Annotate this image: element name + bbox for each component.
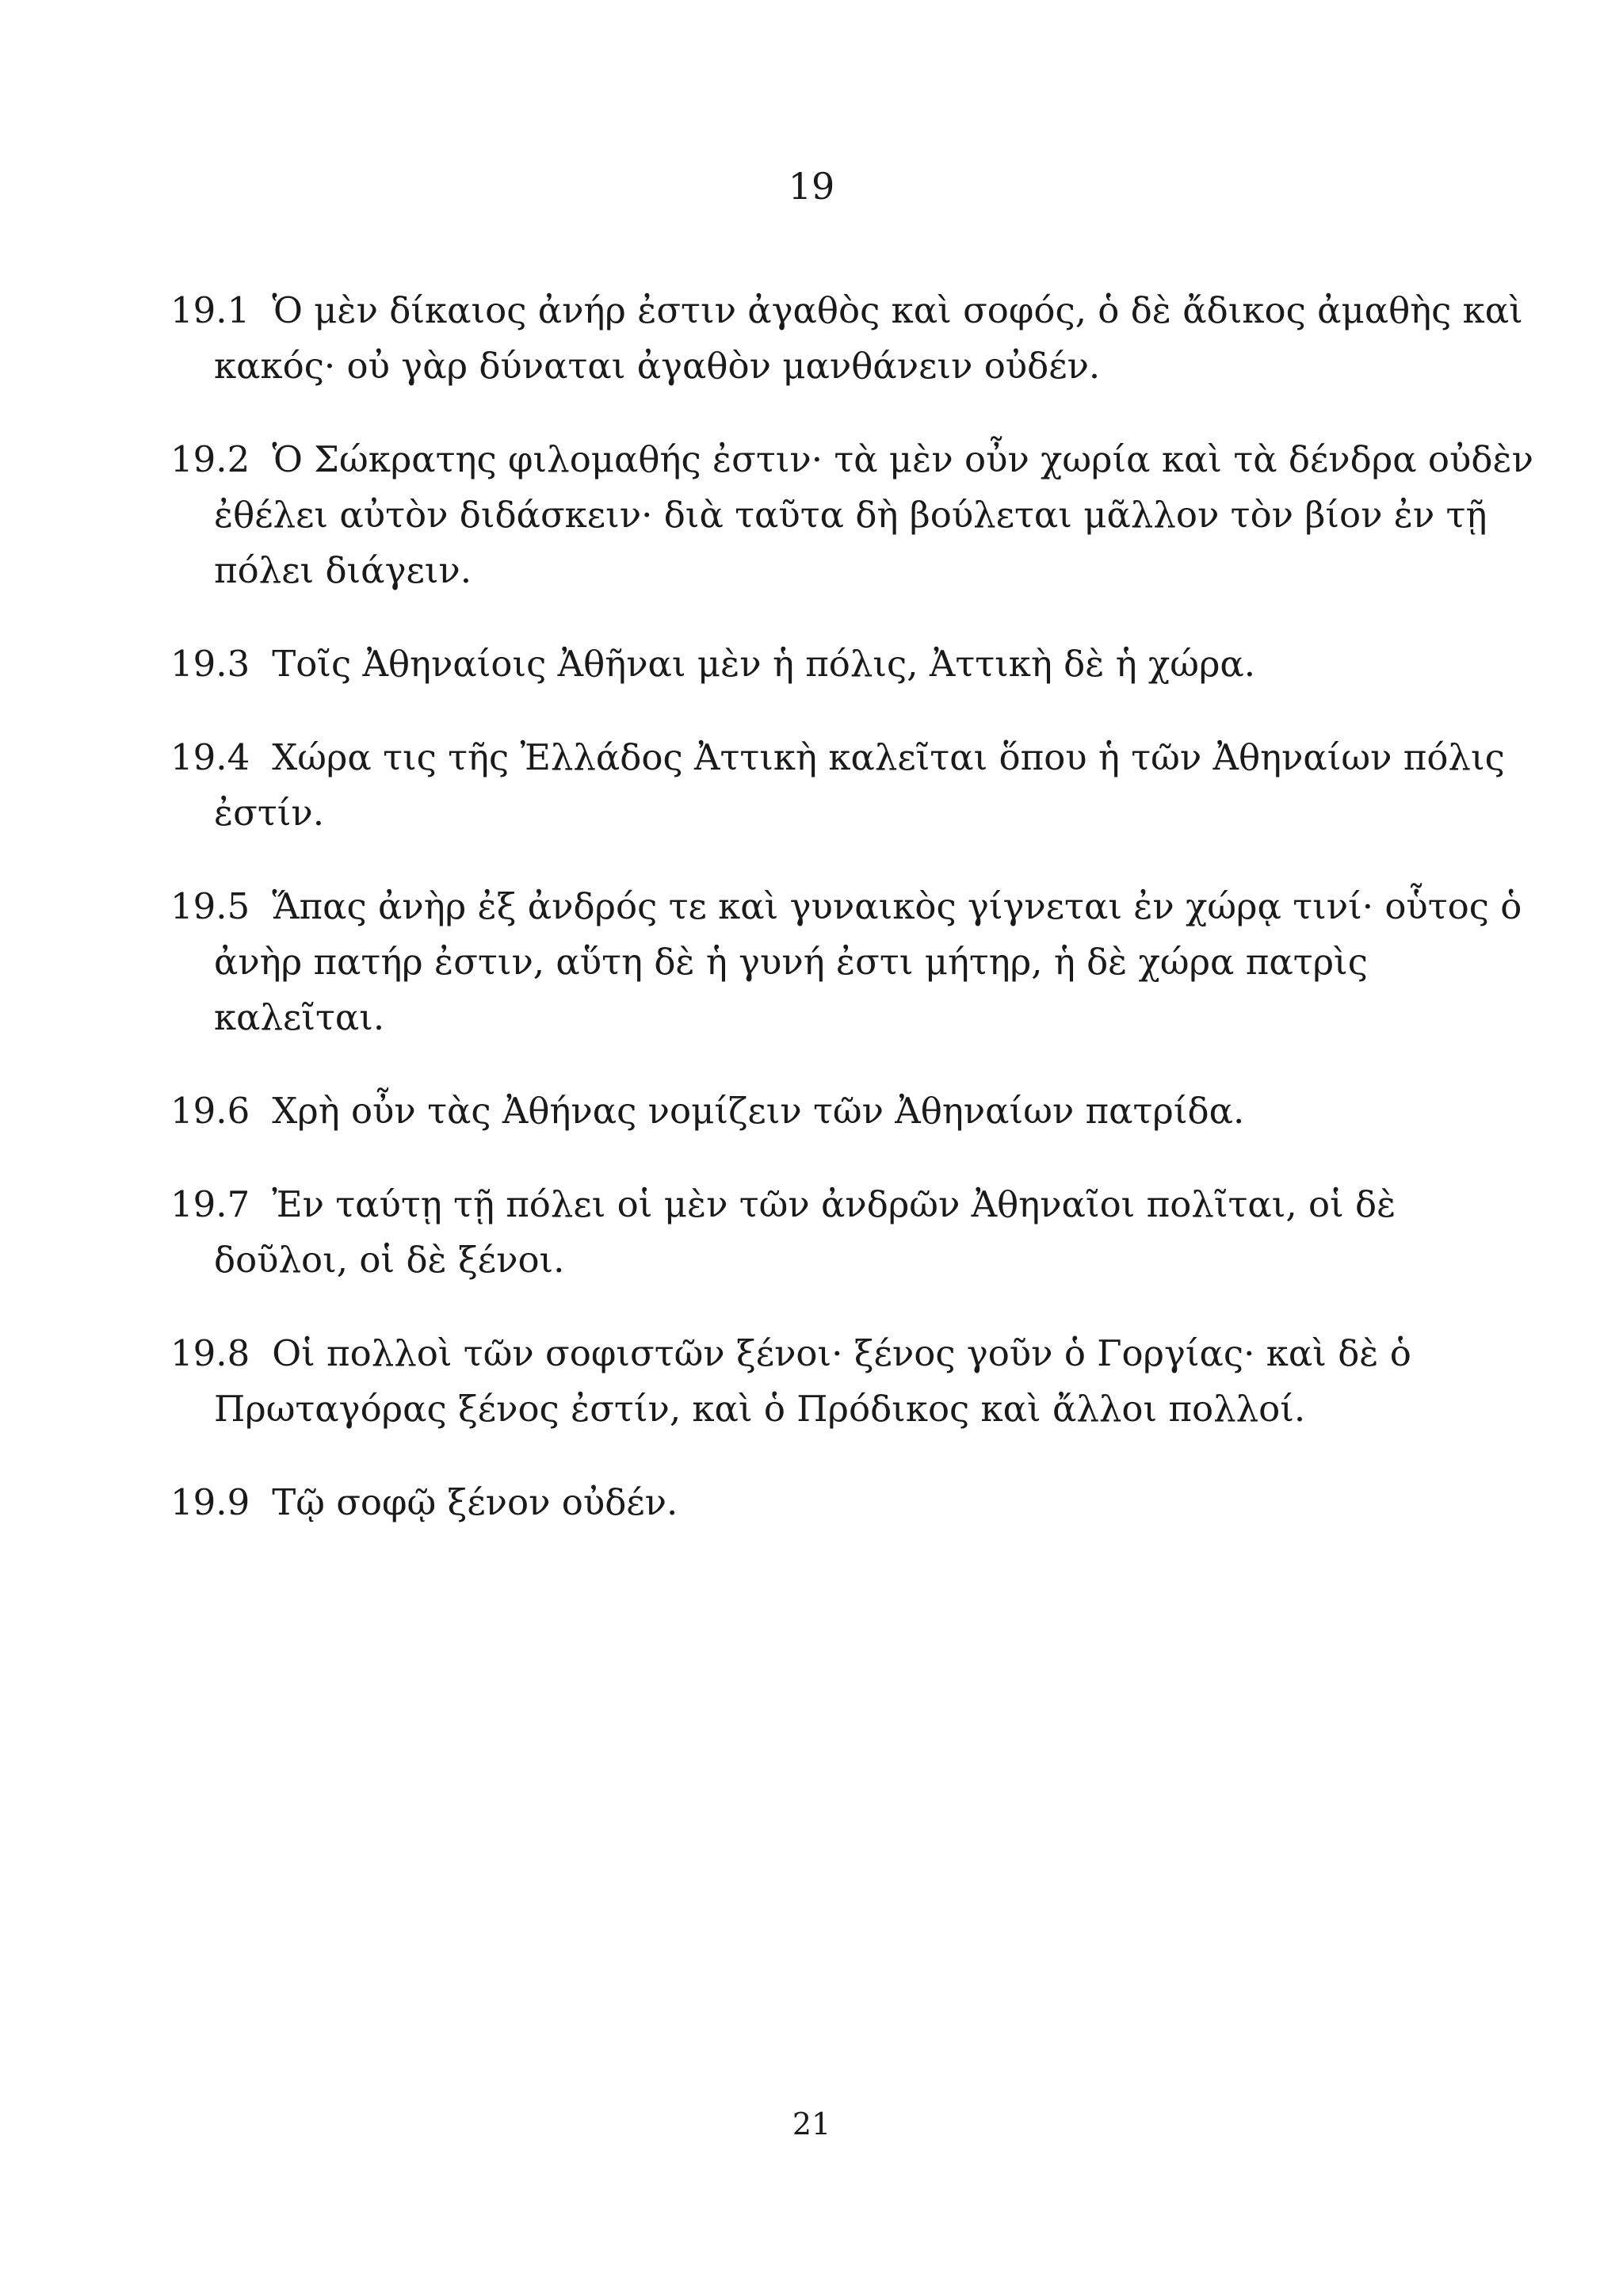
sentence-list [170,247,1533,1568]
sentence-19-1 [170,283,1533,394]
sentence-text: Τοῖς Ἀθηναίοις Ἀθῆναι μὲν ἡ πόλις, Ἀττικὴ δὲ ἡ χώρα. [272,643,1256,685]
sentence-number: 19.7 [170,1183,250,1225]
sentence-number: 19.3 [170,643,250,685]
sentence-number: 19.5 [170,885,250,927]
sentence-19-6 [170,1083,1533,1139]
sentence-number: 19.8 [170,1332,250,1374]
sentence-19-5 [170,879,1533,1045]
sentence-number: 19.4 [170,736,250,778]
sentence-number: 19.1 [170,289,250,331]
sentence-19-2 [170,432,1533,598]
sentence-number: 19.9 [170,1481,250,1523]
sentence-text: Ἐν ταύτῃ τῇ πόλει οἱ μὲν τῶν ἀνδρῶν Ἀθηναῖοι πολῖται, οἱ δὲ δοῦλοι, οἱ δὲ ξένοι. [214,1183,1396,1281]
sentence-text: Ἅπας ἀνὴρ ἐξ ἀνδρός τε καὶ γυναικὸς γίγνεται ἐν χώρᾳ τινί· οὗτος ὁ ἀνὴρ πατήρ ἐστιν, αὕτη δὲ ἡ γυνή ἐστι μήτηρ, ἡ δὲ χώρα πατρὶς καλεῖται. [214,885,1522,1038]
sentence-19-3 [170,636,1533,692]
chapter-number: 19 [788,165,835,208]
sentence-text: Χώρα τις τῆς Ἐλλάδος Ἀττικὴ καλεῖται ὅπου ἡ τῶν Ἀθηναίων πόλις ἐστίν. [214,736,1505,834]
sentence-text: Ὁ Σώκρατης φιλομαθής ἐστιν· τὰ μὲν οὖν χωρία καὶ τὰ δένδρα οὐδὲν ἐθέλει αὐτὸν διδάσκειν· διὰ ταῦτα δὴ βούλεται μᾶλλον τὸν βίον ἐν τῇ πόλει διάγειν. [214,438,1533,591]
sentence-text: Οἱ πολλοὶ τῶν σοφιστῶν ξένοι· ξένος γοῦν ὁ Γοργίας· καὶ δὲ ὁ Πρωταγόρας ξένος ἐστίν, καὶ ὁ Πρόδικος καὶ ἄλλοι πολλοί. [214,1332,1411,1430]
page-number: 21 [792,2107,831,2141]
sentence-number: 19.6 [170,1090,250,1132]
sentence-text: Χρὴ οὖν τὰς Ἀθήνας νομίζειν τῶν Ἀθηναίων πατρίδα. [272,1090,1245,1132]
sentence-text: Ὁ μὲν δίκαιος ἀνήρ ἐστιν ἀγαθὸς καὶ σοφός, ὁ δὲ ἄδικος ἀμαθὴς καὶ κακός· οὐ γὰρ δύναται ἀγαθὸν μανθάνειν οὐδέν. [214,289,1523,387]
sentence-19-4 [170,730,1533,841]
sentence-19-7 [170,1177,1533,1288]
sentence-19-9 [170,1475,1533,1530]
sentence-19-8 [170,1326,1533,1437]
sentence-number: 19.2 [170,438,250,480]
sentence-text: Τῷ σοφῷ ξένον οὐδέν. [272,1481,678,1523]
